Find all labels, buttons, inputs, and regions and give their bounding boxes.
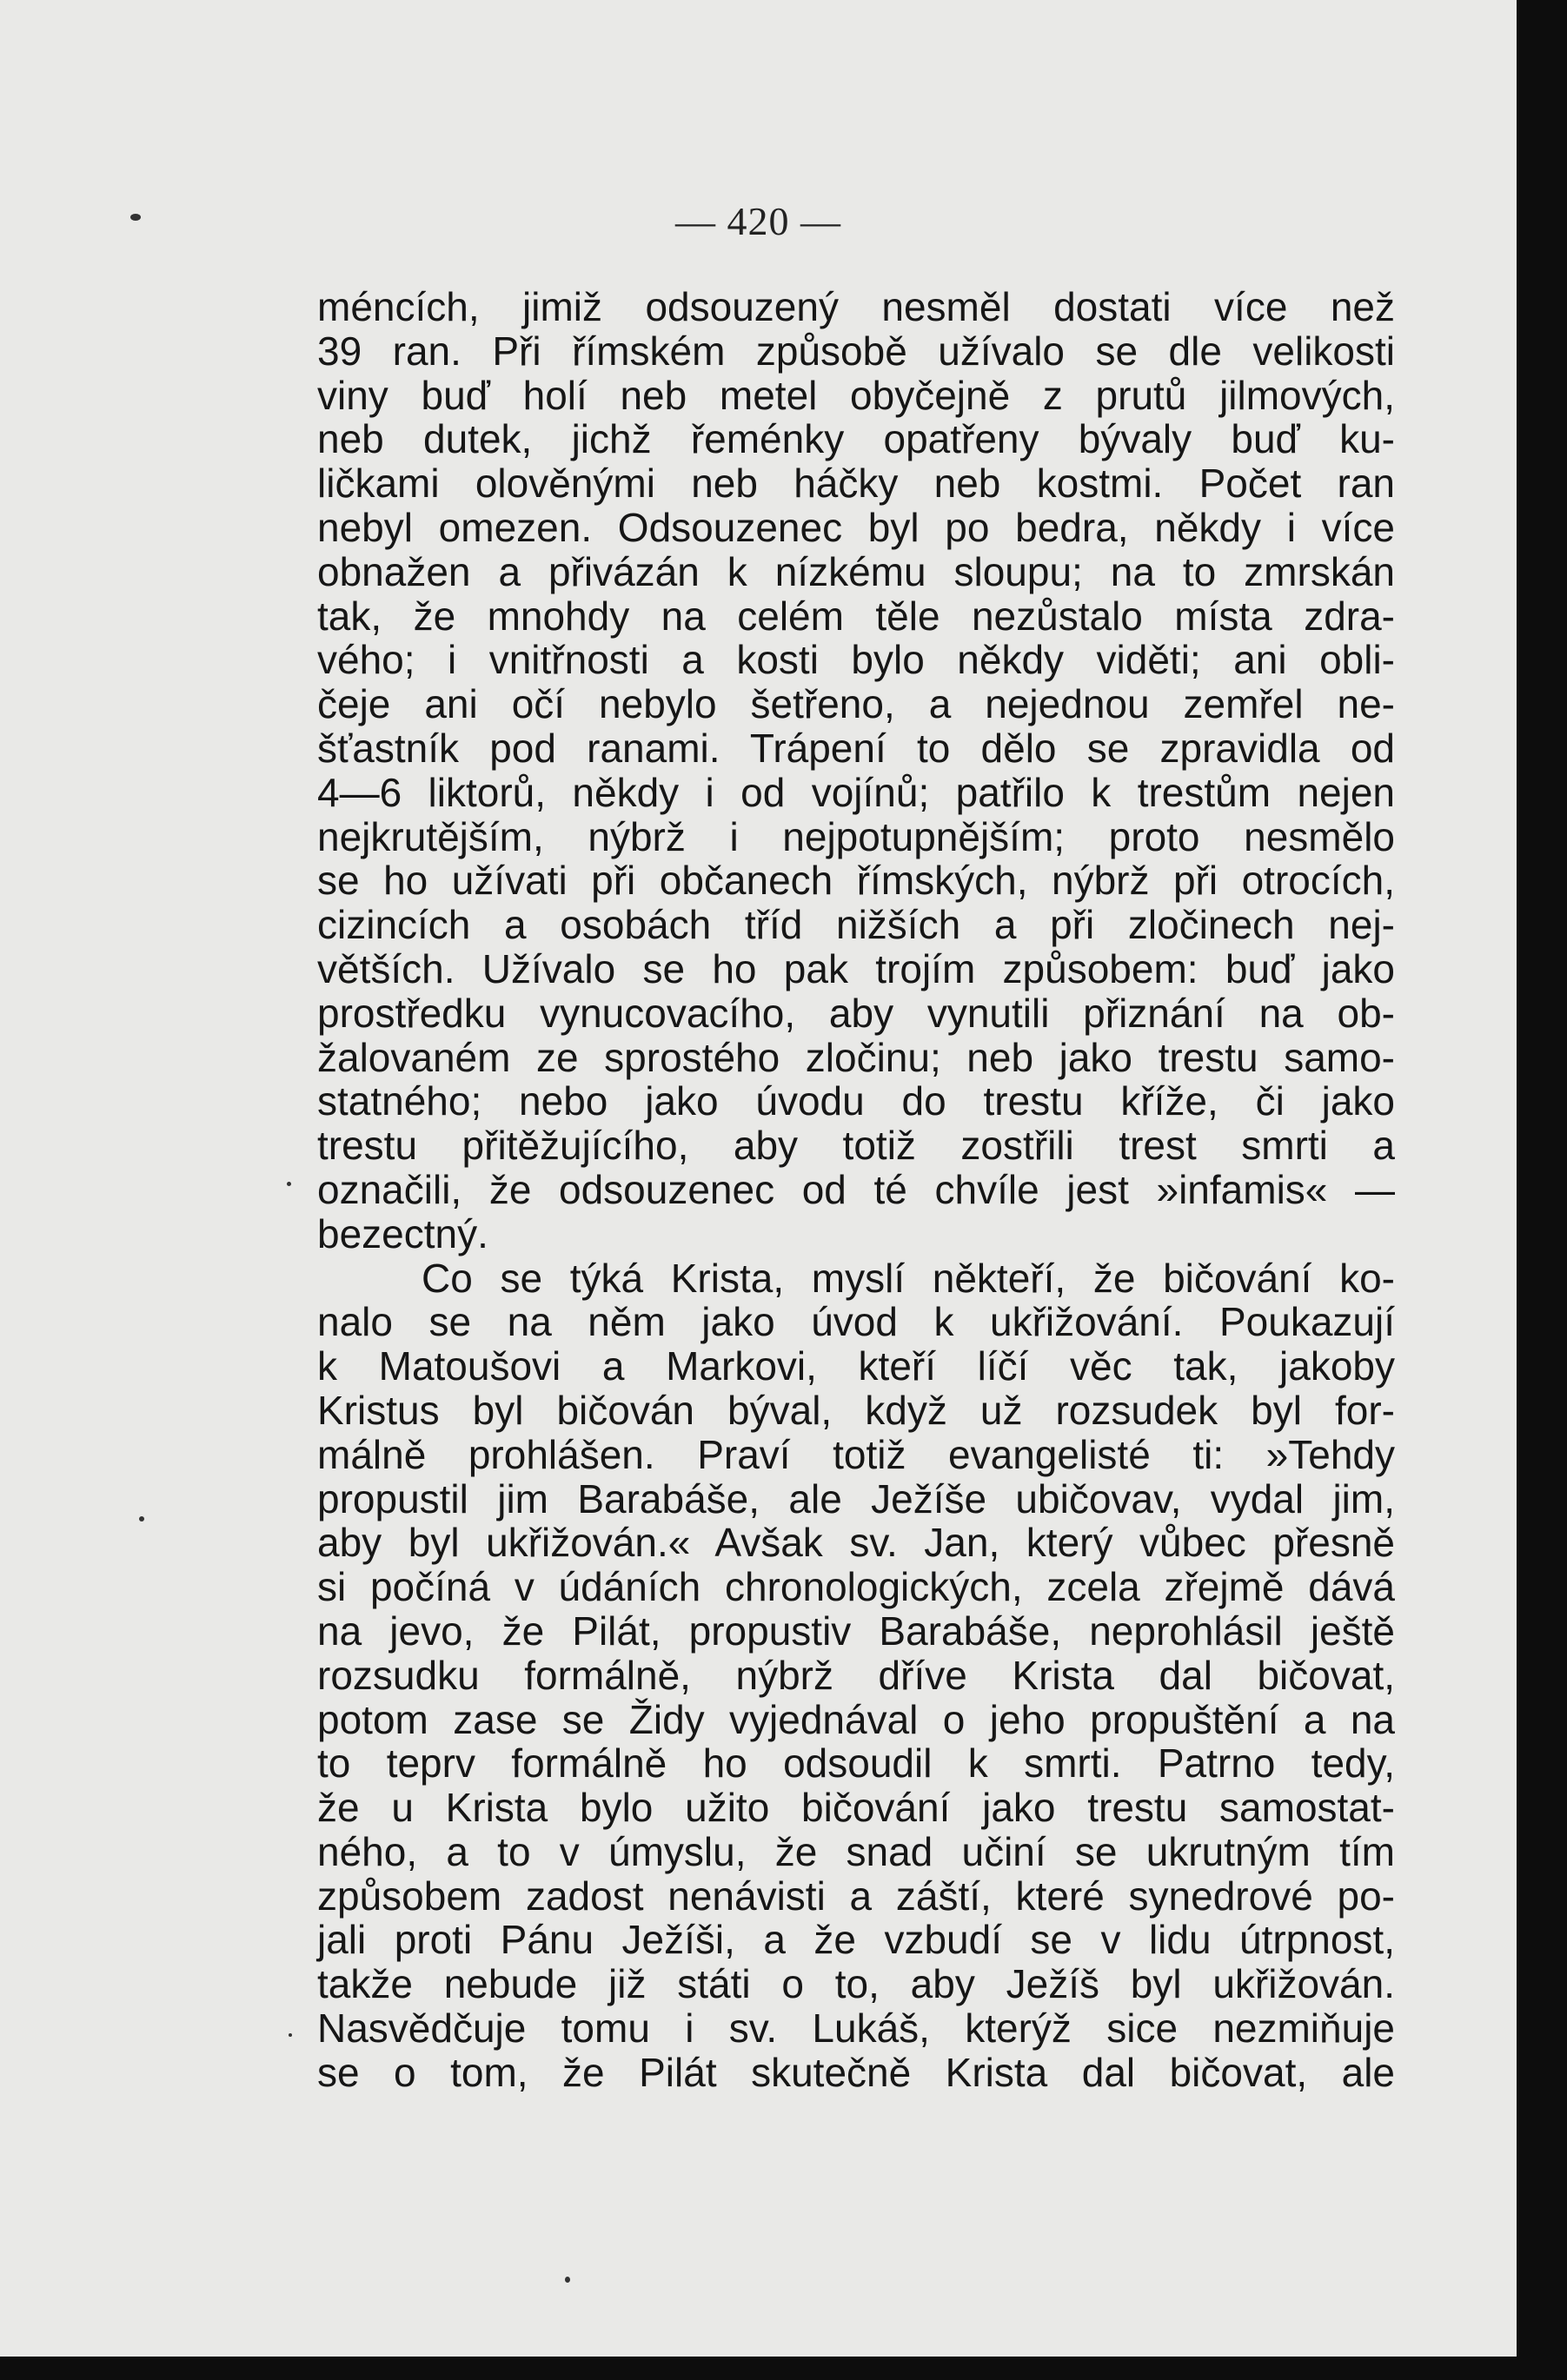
text-line: statného; nebo jako úvodu do trestu kříže, či jako xyxy=(317,1078,1395,1124)
speck xyxy=(565,2277,570,2283)
text-line: si počíná v údáních chronologických, zcela zřejmě dává xyxy=(317,1564,1395,1610)
text-line: větších. Užívalo se ho pak trojím způsobem: buď jako xyxy=(317,945,1395,991)
page-number: — 420 — xyxy=(675,199,841,243)
text-line: způsobem zadost nenávisti a záští, které synedrové po- xyxy=(317,1873,1395,1919)
text-line: viny buď holí neb metel obyčejně z prutů jilmových, xyxy=(317,372,1395,418)
text-line: ličkami olověnými neb háčky neb kostmi. Počet ran xyxy=(317,461,1395,507)
speck xyxy=(139,1516,144,1521)
text-line: žalovaném ze sprostého zločinu; neb jako trestu samo- xyxy=(317,1034,1395,1080)
text-line: prostředku vynucovacího, aby vynutili přiznání na ob- xyxy=(317,990,1395,1036)
text-line: na jevo, že Pilát, propustiv Barabáše, neprohlásil ještě xyxy=(317,1608,1395,1654)
text-line: neb dutek, jichž řeménky opatřeny bývaly buď ku- xyxy=(317,416,1395,462)
text-line: propustil jim Barabáše, ale Ježíše ubičovav, vydal jim, xyxy=(317,1475,1395,1521)
text-line: bezectný. xyxy=(317,1210,488,1256)
text-line: Co se týká Krista, myslí někteří, že bičování ko- xyxy=(422,1255,1395,1301)
text-line: se ho užívati při občanech římských, nýbrž při otrocích, xyxy=(317,858,1395,904)
text-line: nejkrutějším, nýbrž i nejpotupnějším; proto nesmělo xyxy=(317,813,1395,859)
text-line: Nasvědčuje tomu i sv. Lukáš, kterýž sice nezmiňuje xyxy=(317,2005,1395,2052)
speck xyxy=(130,214,141,221)
text-line: tak, že mnohdy na celém těle nezůstalo místa zdra- xyxy=(317,593,1395,639)
text-line: to teprv formálně ho odsoudil k smrti. Patrno tedy, xyxy=(317,1740,1395,1787)
text-line: šťastník pod ranami. Trápení to dělo se zpravidla od xyxy=(317,725,1395,771)
text-line: 4—6 liktorů, někdy i od vojínů; patřilo k trestům nejen xyxy=(317,769,1395,815)
speck xyxy=(287,1182,291,1186)
text-line: potom zase se Židy vyjednával o jeho propuštění a na xyxy=(317,1696,1395,1742)
text-line: trestu přitěžujícího, aby totiž zostřili trest smrti a xyxy=(317,1123,1395,1169)
text-line: vého; i vnitřnosti a kosti bylo někdy viděti; ani obli- xyxy=(317,637,1395,683)
text-line: Kristus byl bičován býval, když už rozsudek byl for- xyxy=(317,1387,1395,1433)
text-line: 39 ran. Při římském způsobě užívalo se dle velikosti xyxy=(317,328,1395,374)
text-line: méncích, jimiž odsouzený nesměl dostati více než xyxy=(317,284,1395,329)
paragraph-1 xyxy=(317,285,1395,1256)
text-line: málně prohlášen. Praví totiž evangelisté ti: »Tehdy xyxy=(317,1431,1395,1477)
text-line: nebyl omezen. Odsouzenec byl po bedra, někdy i více xyxy=(317,504,1395,550)
text-line: se o tom, že Pilát skutečně Krista dal bičovat, ale xyxy=(317,2049,1395,2095)
speck xyxy=(289,2033,292,2037)
text-line: čeje ani očí nebylo šetřeno, a nejednou zemřel ne- xyxy=(317,681,1395,727)
text-line: rozsudku formálně, nýbrž dříve Krista dal bičovat, xyxy=(317,1652,1395,1698)
text-line: cizincích a osobách tříd nižších a při zločinech nej- xyxy=(317,902,1395,948)
text-line: nalo se na něm jako úvod k ukřižování. Poukazují xyxy=(317,1299,1395,1345)
text-line: označili, že odsouzenec od té chvíle jest »infamis« — xyxy=(317,1166,1395,1212)
text-line: obnažen a přivázán k nízkému sloupu; na to zmrskán xyxy=(317,548,1395,594)
text-line: ného, a to v úmyslu, že snad učiní se ukrutným tím xyxy=(317,1828,1395,1874)
paragraph-2 xyxy=(317,1256,1395,2095)
text-line: že u Krista bylo užito bičování jako trestu samostat- xyxy=(317,1785,1395,1831)
text-line: aby byl ukřižován.« Avšak sv. Jan, který vůbec přesně xyxy=(317,1520,1395,1566)
body-text xyxy=(317,285,1395,2095)
text-line: takže nebude již státi o to, aby Ježíš byl ukřižován. xyxy=(317,1961,1395,2007)
text-line: k Matoušovi a Markovi, kteří líčí věc tak, jakoby xyxy=(317,1343,1395,1389)
text-line: jali proti Pánu Ježíši, a že vzbudí se v lidu útrpnost, xyxy=(317,1917,1395,1963)
